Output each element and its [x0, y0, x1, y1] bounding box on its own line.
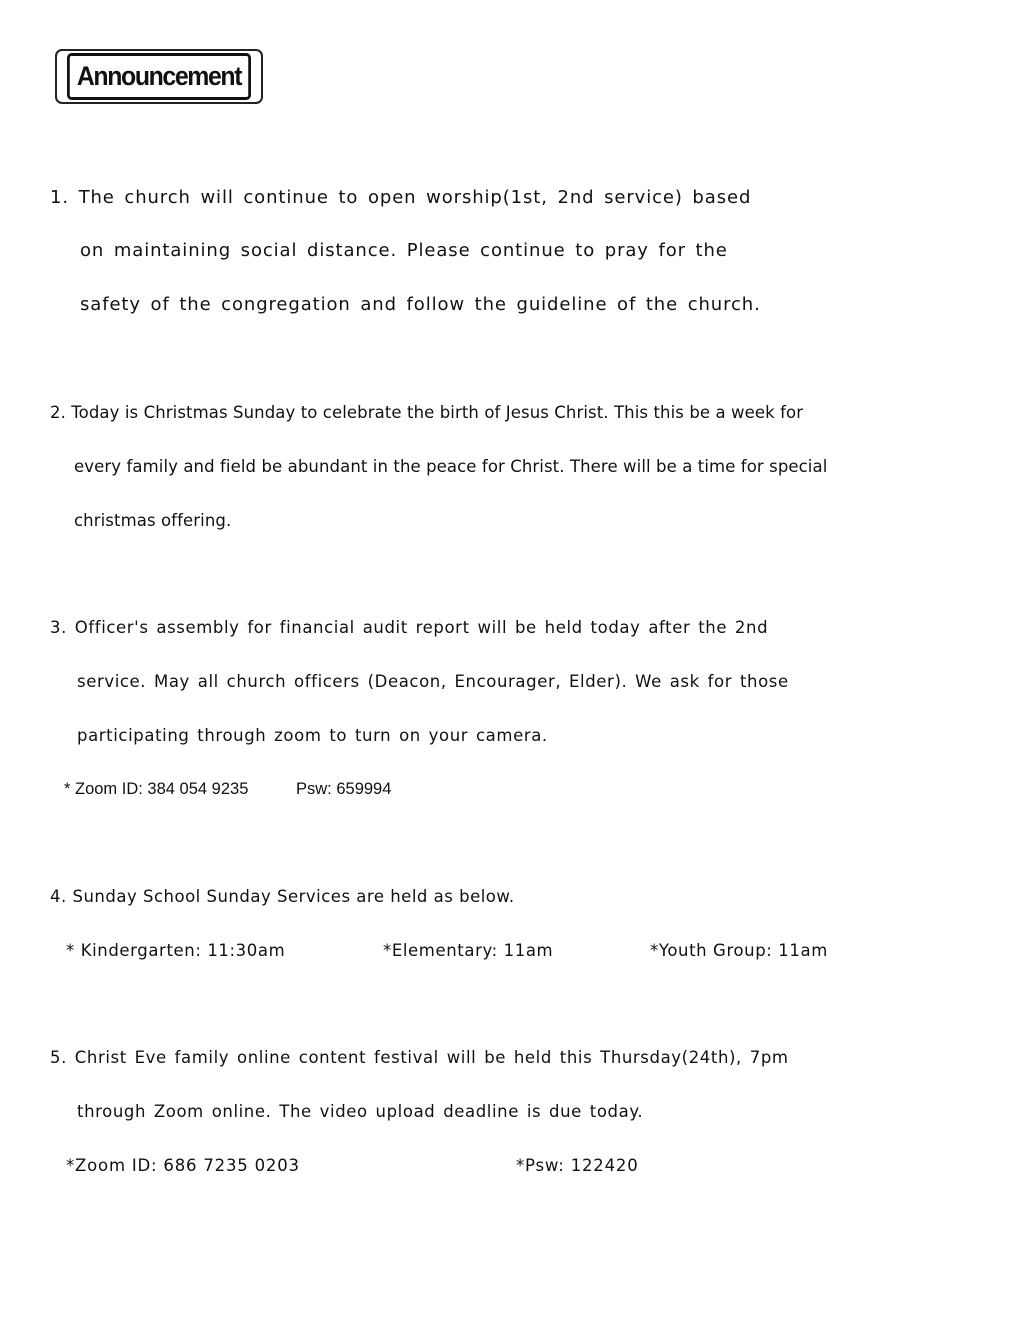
item-4-line-1: 4. Sunday School Sunday Services are held as below. [50, 887, 515, 906]
item-3-password: Psw: 659994 [296, 780, 392, 798]
item-3-zoom-id: * Zoom ID: 384 054 9235 [64, 780, 249, 798]
item-2-line-1: 2. Today is Christmas Sunday to celebrate the birth of Jesus Christ. This this be a week for [50, 403, 804, 422]
schedule-kindergarten: * Kindergarten: 11:30am [66, 941, 286, 960]
item-1-line-1: 1. The church will continue to open worship(1st, 2nd service) based [50, 187, 752, 208]
item-1-line-2: on maintaining social distance. Please continue to pray for the [80, 240, 728, 261]
announcement-title: Announcement [67, 53, 251, 100]
announcement-title-frame [55, 49, 263, 104]
schedule-elementary: *Elementary: 11am [383, 941, 554, 960]
item-5-password: *Psw: 122420 [516, 1156, 639, 1175]
item-5-zoom-id: *Zoom ID: 686 7235 0203 [66, 1156, 300, 1175]
item-3-line-2: service. May all church officers (Deacon, Encourager, Elder). We ask for those [77, 672, 789, 691]
item-3-line-1: 3. Officer's assembly for financial audit report will be held today after the 2nd [50, 618, 769, 637]
item-5-line-2: through Zoom online. The video upload deadline is due today. [77, 1102, 644, 1121]
item-1-line-3: safety of the congregation and follow the guideline of the church. [80, 294, 761, 315]
item-2-line-2: every family and field be abundant in the peace for Christ. There will be a time for special [74, 457, 828, 476]
item-3-line-3: participating through zoom to turn on your camera. [77, 726, 548, 745]
schedule-youth-group: *Youth Group: 11am [650, 941, 828, 960]
item-5-line-1: 5. Christ Eve family online content festival will be held this Thursday(24th), 7pm [50, 1048, 789, 1067]
item-2-line-3: christmas offering. [74, 511, 232, 530]
